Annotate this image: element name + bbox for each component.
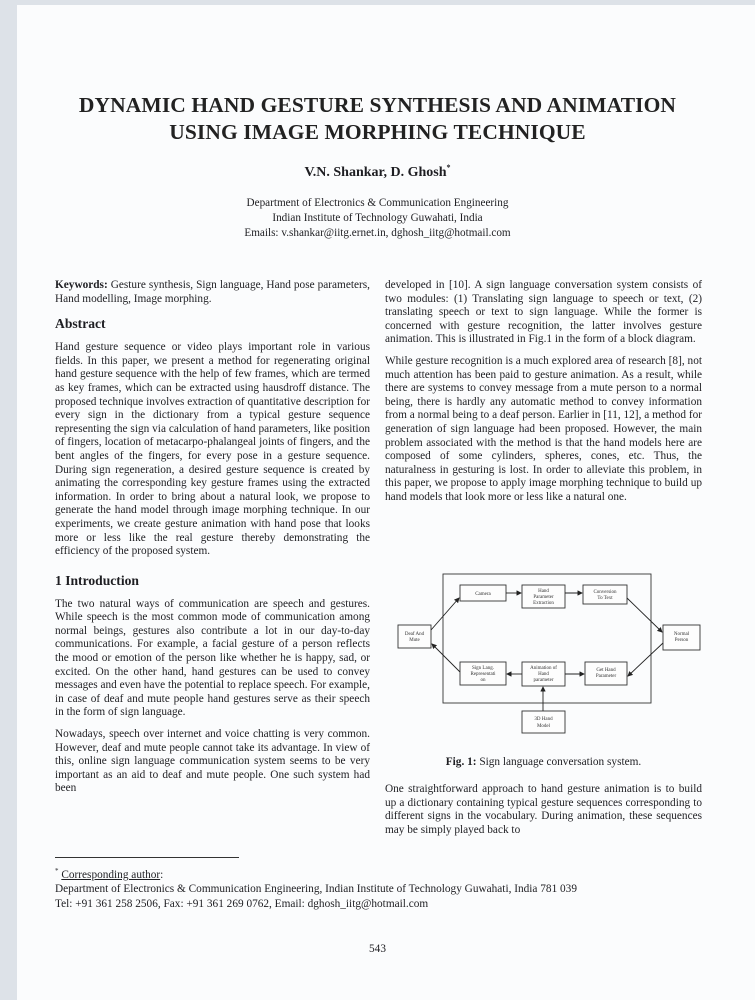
affiliation-emails: Emails: v.shankar@iitg.ernet.in, dghosh_iitg@hotmail.com (244, 227, 511, 239)
keywords: Keywords: Gesture synthesis, Sign language, Hand pose parameters, Hand modelling, Image morphing. (55, 279, 370, 305)
abstract-heading: Abstract (55, 316, 106, 332)
label-deaf-mute-1: Deaf And (404, 632, 425, 637)
right-paragraph-2: While gesture recognition is a much explored area of research [8], not much attention has been paid to gesture animation. As a result, while there are systems to convey message from a mute person to a normal being, there is hardly any automatic method to convey information from a normal being to a deaf person. Earlier in [11, 12], a method for generation of sign language had been proposed. However, the main problem associated with the method is that the hand models here are composed of some cylinders, spheres, cones, etc. Thus, the naturalness in gesturing is lost. In order to alleviate this problem, in this paper, we propose to apply image morphing technique to build up hand models that look more or less like a natural one. (385, 354, 702, 503)
right-column-continued (385, 783, 702, 845)
corresponding-author-label: Corresponding author (61, 868, 161, 881)
svg-text:3D Hand: 3D Hand (534, 717, 553, 722)
affiliation (0, 196, 755, 241)
svg-text:Hand: Hand (538, 672, 549, 677)
svg-text:Normal: Normal (673, 632, 690, 637)
page-number: 543 (369, 943, 386, 955)
author-list: V.N. Shankar, D. Ghosh* (304, 163, 451, 180)
figure-1-block-diagram (390, 570, 710, 740)
svg-text:Conversion: Conversion (593, 590, 617, 595)
svg-text:Camera: Camera (475, 592, 491, 597)
footnote-address: Department of Electronics & Communication Engineering, Indian Institute of Technology Guwahati, India 781 039 (55, 883, 577, 896)
svg-text:Parameter: Parameter (595, 674, 617, 679)
right-column (385, 279, 702, 513)
svg-text:parameter: parameter (533, 678, 554, 683)
svg-text:Animation of: Animation of (530, 666, 557, 671)
intro-paragraph-2: Nowadays, speech over internet and voice chatting is very common. However, deaf and mute people cannot take its advantage. In view of this, online sign language communication system seems to be very important as an aid to deaf and mute people. One such system had been (55, 728, 370, 795)
introduction-heading: 1 Introduction (55, 572, 139, 588)
block-3d-hand-model (522, 711, 565, 733)
figure-1-caption: Fig. 1: Sign language conversation system. (445, 756, 642, 768)
intro-paragraph-1: The two natural ways of communication are speech and gestures. While speech is the most common mode of communication among normal beings, gestures also contribute a lot in our day-to-day communications. For example, a facial gesture of a person reflects the mood or emotion of the person like whether he is happy, sad, or excited. On the other hand, hand gestures can be used to convey messages and even have the potential to replace speech. For example, in case of deaf and mute people hand gestures serve as their speech in the form of sign language. (55, 597, 370, 719)
svg-text:Representati: Representati (470, 672, 496, 677)
affiliation-institute: Indian Institute of Technology Guwahati, India (272, 212, 483, 224)
paper-title: DYNAMIC HAND GESTURE SYNTHESIS AND ANIMATION USING IMAGE MORPHING TECHNIQUE (78, 93, 677, 144)
svg-text:Person: Person (674, 638, 689, 643)
svg-text:on: on (480, 678, 486, 683)
abstract-text: Hand gesture sequence or video plays important role in various fields. In this paper, we present a method for regenerating original hand gesture sequence with the help of few frames, which are termed as key frames, which can be extracted using hausdroff distance. The proposed technique involves extraction of quantitative description for every sign in the dictionary from a typical gesture sequence representing the sign via calculation of hand parameters, like position of fingers, location of metacarpo-phalangeal joints of fingers, and the bent angles of the fingers, for every pose in a gesture sequence. During sign regeneration, a desired gesture sequence is created by animating the corresponding key gesture frames using the extracted information. In order to bring about a natural look, we propose to generate the hand model through image morphing technique. In our experiments, we create gesture animation with hand pose that looks more or less like the real gesture thereby demonstrating the efficiency of the proposed system. (55, 341, 370, 558)
svg-text:Parameter: Parameter (533, 595, 554, 600)
footnote: * Corresponding author: Department of Electronics & Communication Engineering, Indian Institute of Technology Guwahati, India 781 039 Tel: +91 361 258 2506, Fax: +91 361 269 0762, Email: dghosh_iitg@hotmail.com (55, 864, 735, 911)
svg-text:Mute: Mute (409, 638, 420, 643)
svg-text:Model: Model (536, 724, 551, 729)
svg-text:Sign Lang.: Sign Lang. (472, 666, 494, 671)
footnote-rule (55, 857, 239, 858)
svg-text:Hand: Hand (538, 589, 549, 594)
right-paragraph-1: developed in [10]. A sign language conversation system consists of two modules: (1) Translating sign language to speech or text, (2) translating speech or text to sign language. While the former is concerned with gesture recognition, the latter involves gesture animation. This is illustrated in Fig.1 in the form of a block diagram. (385, 279, 702, 346)
footnote-contact: Tel: +91 361 258 2506, Fax: +91 361 269 0762, Email: dghosh_iitg@hotmail.com (55, 897, 429, 910)
left-column (55, 279, 370, 804)
svg-text:Extraction: Extraction (533, 601, 554, 606)
affiliation-department: Department of Electronics & Communication Engineering (246, 197, 509, 209)
svg-text:To Text: To Text (597, 596, 613, 601)
svg-text:Get Hand: Get Hand (596, 668, 616, 673)
right-paragraph-3: One straightforward approach to hand gesture animation is to build up a dictionary containing typical gesture sequences corresponding to different signs in the vocabulary. During animation, these sequences may be simply played back to (385, 783, 702, 836)
